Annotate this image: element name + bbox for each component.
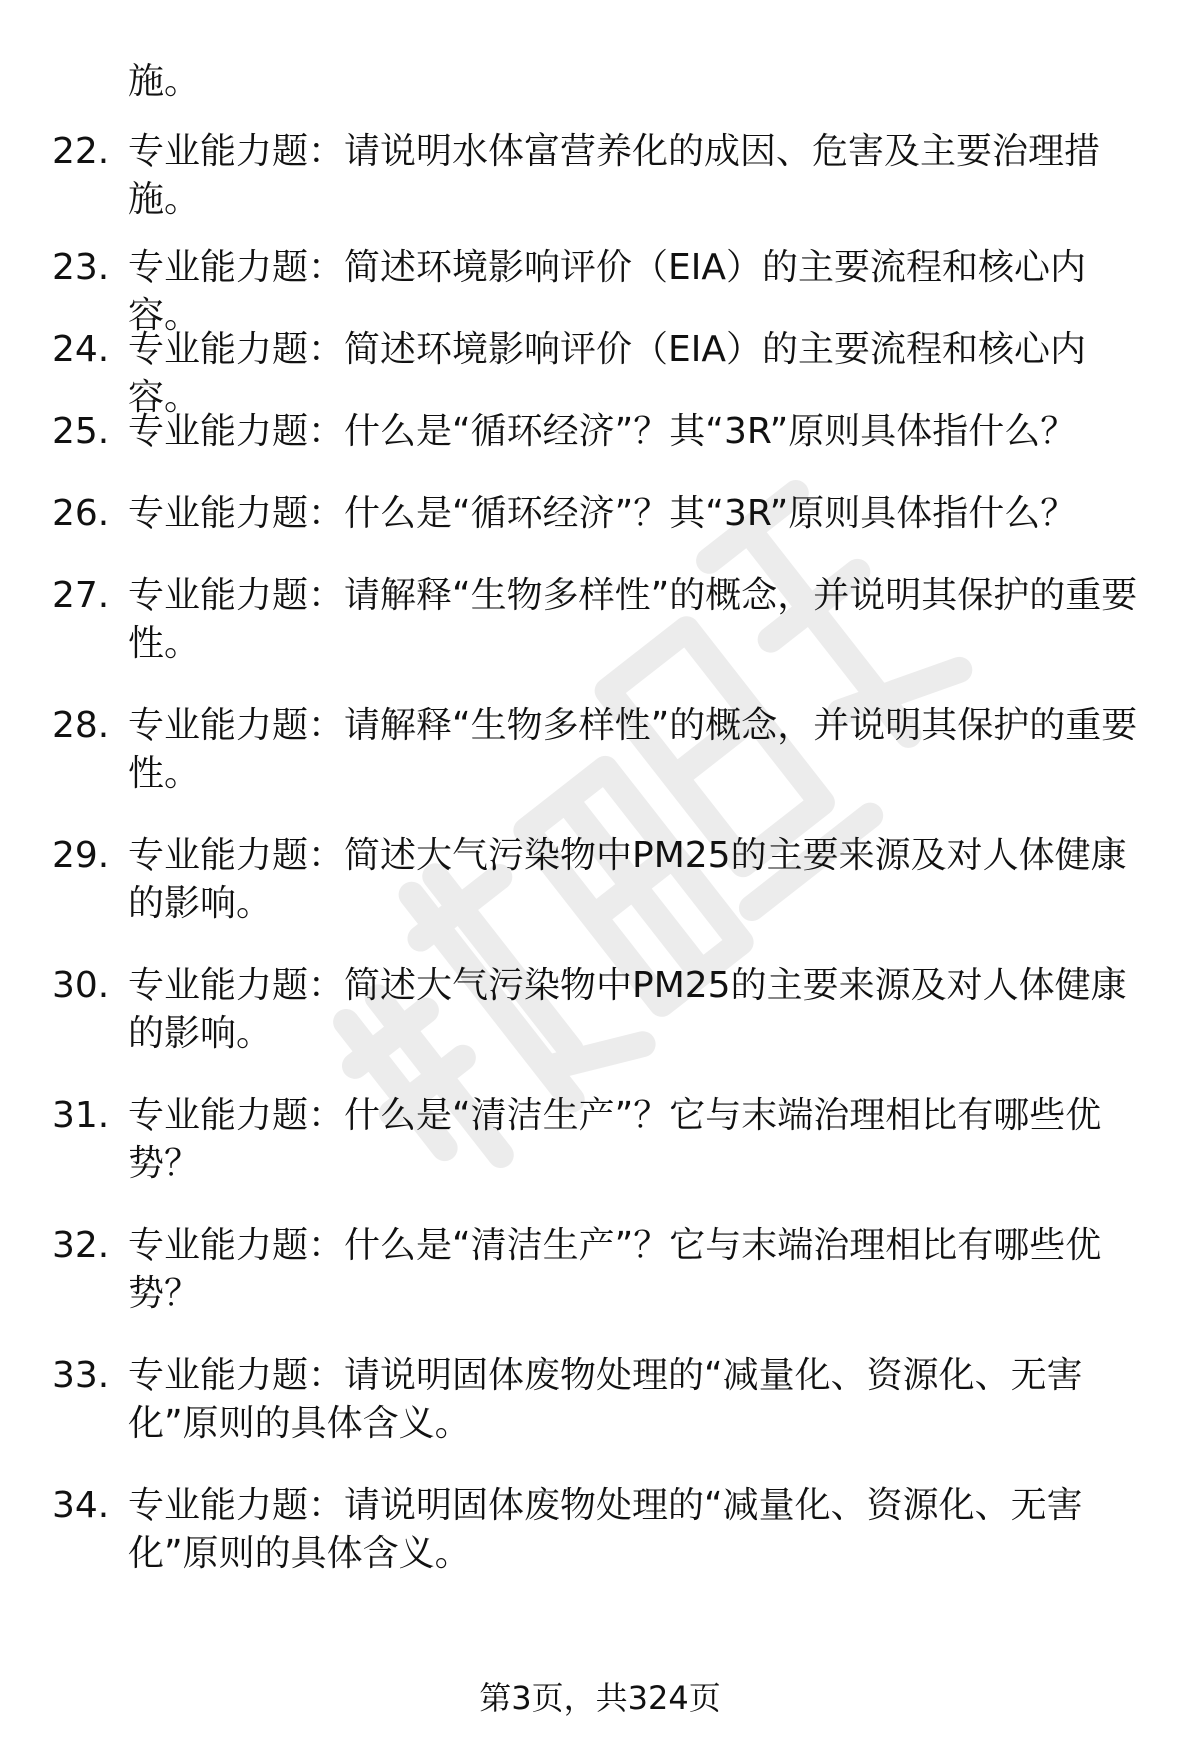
question-number: 27. bbox=[52, 575, 110, 616]
continuation-text: 施。 bbox=[128, 61, 201, 102]
question-text: 专业能力题：简述大气污染物中PM25的主要来源及对人体健康的影响。 bbox=[128, 965, 1127, 1054]
question-number: 34. bbox=[52, 1485, 110, 1526]
question-number: 29. bbox=[52, 835, 110, 876]
question-number: 23. bbox=[52, 247, 110, 288]
question-text: 专业能力题：什么是“清洁生产”？它与末端治理相比有哪些优势？ bbox=[128, 1225, 1102, 1314]
question-text: 专业能力题：请解释“生物多样性”的概念，并说明其保护的重要性。 bbox=[128, 575, 1138, 664]
question-text: 专业能力题：请说明固体废物处理的“减量化、资源化、无害化”原则的具体含义。 bbox=[128, 1485, 1083, 1574]
question-text: 专业能力题：简述环境影响评价（EIA）的主要流程和核心内容。 bbox=[128, 329, 1086, 418]
question-number: 31. bbox=[52, 1095, 110, 1136]
question-text: 专业能力题：请解释“生物多样性”的概念，并说明其保护的重要性。 bbox=[128, 705, 1138, 794]
question-number: 26. bbox=[52, 493, 110, 534]
question-number: 22. bbox=[52, 131, 110, 172]
watermark-graphic bbox=[200, 430, 1100, 1190]
question-text: 专业能力题：请说明水体富营养化的成因、危害及主要治理措施。 bbox=[128, 131, 1101, 220]
question-number: 24. bbox=[52, 329, 110, 370]
question-text: 专业能力题：请说明固体废物处理的“减量化、资源化、无害化”原则的具体含义。 bbox=[128, 1355, 1083, 1444]
question-number: 28. bbox=[52, 705, 110, 746]
question-text: 专业能力题：简述大气污染物中PM25的主要来源及对人体健康的影响。 bbox=[128, 835, 1127, 924]
question-text: 专业能力题：简述环境影响评价（EIA）的主要流程和核心内容。 bbox=[128, 247, 1086, 336]
question-number: 33. bbox=[52, 1355, 110, 1396]
page-footer: 第3页，共324页 bbox=[479, 1679, 721, 1717]
question-number: 32. bbox=[52, 1225, 110, 1266]
question-number: 25. bbox=[52, 411, 110, 452]
question-text: 专业能力题：什么是“循环经济”？其“3R”原则具体指什么？ bbox=[128, 493, 1077, 534]
question-number: 30. bbox=[52, 965, 110, 1006]
question-text: 专业能力题：什么是“循环经济”？其“3R”原则具体指什么？ bbox=[128, 411, 1077, 452]
question-text: 专业能力题：什么是“清洁生产”？它与末端治理相比有哪些优势？ bbox=[128, 1095, 1102, 1184]
